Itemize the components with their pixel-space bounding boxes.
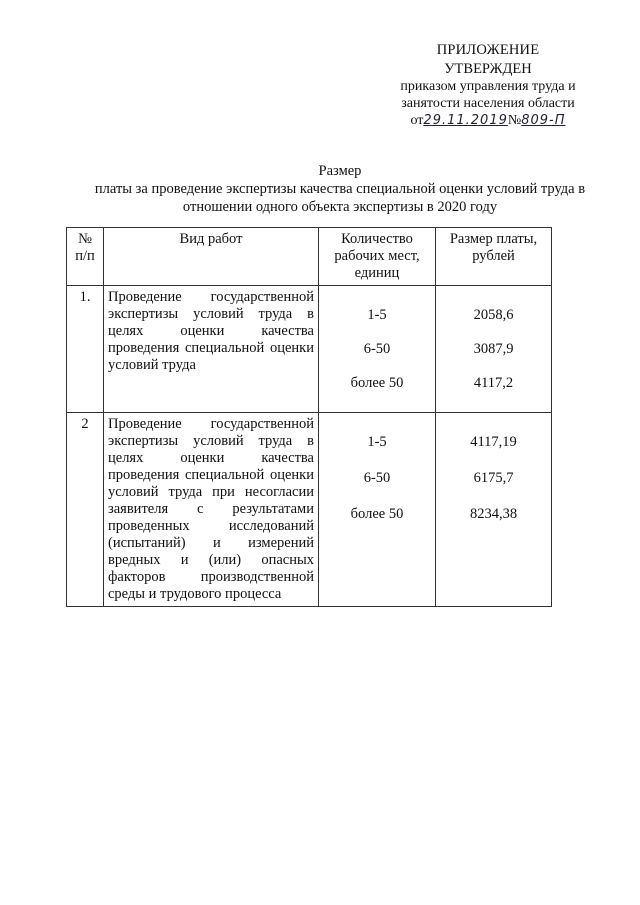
header-qty: Количество рабочих мест, единиц [319, 228, 436, 286]
approved-label: УТВЕРЖДЕН [444, 61, 532, 77]
row-work: Проведение государственной экспертизы условий труда в целях оценки качества проведения специальной оценки условий труда при несогласии заявителя с результатами проведенных исследований (испытаний) и измерений вредных и (или) опасных факторов производственной среды и трудового процесса [104, 413, 319, 607]
row-work: Проведение государственной экспертизы условий труда в целях оценки качества проведения специальной оценки условий труда [104, 286, 319, 413]
row-price [436, 413, 552, 607]
qty-value: 1-5 [367, 434, 387, 450]
table-header-row [67, 228, 552, 286]
row-num: 1. [67, 286, 104, 413]
title-line-3: отношении одного объекта экспертизы в 2020 году [182, 199, 498, 215]
table-row [67, 413, 552, 607]
row-qty [319, 413, 436, 607]
header-work: Вид работ [104, 228, 319, 286]
qty-value: более 50 [350, 506, 404, 522]
order-line-2: занятости населения области [401, 96, 575, 111]
row-qty [319, 286, 436, 413]
price-value: 4117,2 [473, 375, 514, 391]
fee-table [66, 227, 552, 607]
date-prefix: от [410, 113, 424, 128]
title-line-1: Размер [318, 163, 362, 179]
price-value: 3087,9 [473, 341, 514, 357]
table-row [67, 286, 552, 413]
document-title [70, 162, 610, 216]
order-line-1: приказом управления труда и [400, 79, 576, 94]
title-line-2: платы за проведение экспертизы качества специальной оценки условий труда в [94, 181, 586, 197]
header-num: № п/п [67, 228, 104, 286]
qty-value: 6-50 [363, 341, 391, 357]
row-num: 2 [67, 413, 104, 607]
header-price: Размер платы, рублей [436, 228, 552, 286]
price-value: 6175,7 [473, 470, 514, 486]
qty-value: более 50 [350, 375, 404, 391]
price-value: 8234,38 [469, 506, 518, 522]
number-prefix: № [507, 113, 522, 128]
row-price [436, 286, 552, 413]
handwritten-number: 809-П [521, 113, 566, 128]
handwritten-date: 29.11.2019 [423, 113, 508, 128]
appendix-label: ПРИЛОЖЕНИЕ [436, 42, 540, 58]
qty-value: 1-5 [367, 307, 387, 323]
approval-header [388, 42, 588, 129]
qty-value: 6-50 [363, 470, 391, 486]
price-value: 2058,6 [473, 307, 514, 323]
order-date-line [388, 112, 588, 129]
price-value: 4117,19 [470, 434, 517, 450]
